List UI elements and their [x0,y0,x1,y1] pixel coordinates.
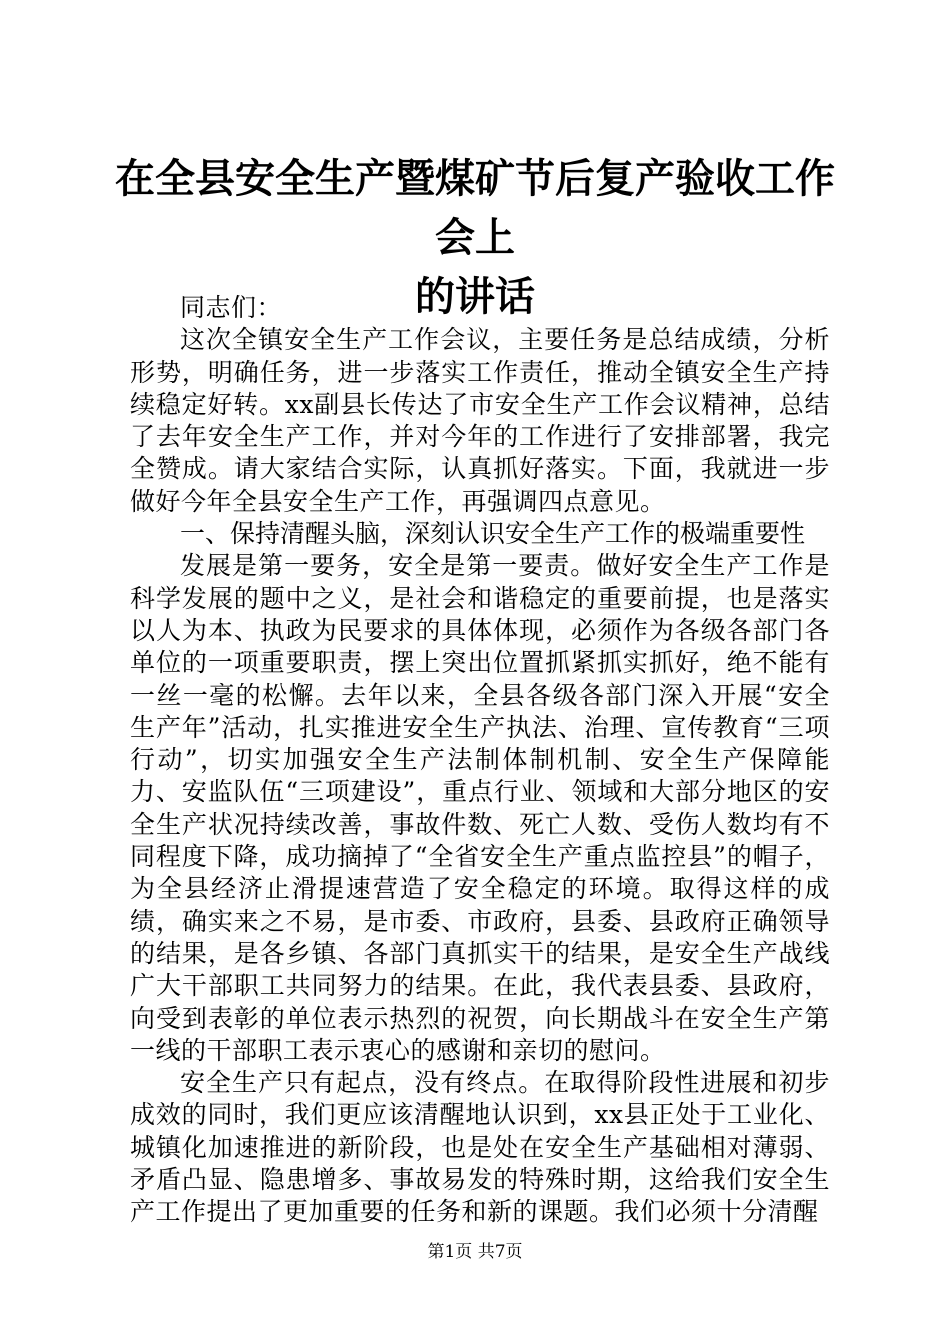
title-line-2: 的讲话 [415,274,535,320]
title-line-1: 在全县安全生产暨煤矿节后复产验收工作会上 [115,156,835,261]
paragraph-intro: 这次全镇安全生产工作会议，主要任务是总结成绩，分析形势，明确任务，进一步落实工作责任，推动全镇安全生产持续稳定好转。xx副县长传达了市安全生产工作会议精神，总结了去年安全生产工作，并对今年的工作进行了安排部署，我完全赞成。请大家结合实际，认真抓好落实。下面，我就进一步做好今年全县安全生产工作，再强调四点意见。 [130,325,830,516]
section-heading-1: 一、保持清醒头脑，深刻认识安全生产工作的极端重要性 [180,519,806,549]
page-number: 第1页 共7页 [427,1242,523,1262]
salutation: 同志们： [180,293,283,322]
page-footer [0,1241,950,1263]
paragraph-section-1: 发展是第一要务，安全是第一要责。做好安全生产工作是科学发展的题中之义，是社会和谐稳定的重要前提，也是落实以人为本、执政为民要求的具体体现，必须作为各级各部门各单位的一项重要职责，摆上突出位置抓紧抓实抓好，绝不能有一丝一毫的松懈。去年以来，全县各级各部门深入开展“安全生产年”活动，扎实推进安全生产执法、治理、宣传教育“三项行动”，切实加强安全生产法制体制机制、安全生产保障能力、安监队伍“三项建设”，重点行业、领域和大部分地区的安全生产状况持续改善，事故件数、死亡人数、受伤人数均有不同程度下降，成功摘掉了“全省安全生产重点监控县”的帽子，为全县经济止滑提速营造了安全稳定的环境。取得这样的成绩，确实来之不易，是市委、市政府，县委、县政府正确领导的结果，是各乡镇、各部门真抓实干的结果，是安全生产战线广大干部职工共同努力的结果。在此，我代表县委、县政府，向受到表彰的单位表示热烈的祝贺，向长期战斗在安全生产第一线的干部职工表示衷心的感谢和亲切的慰问。 [130,551,830,1065]
paragraph-section-1-continued: 安全生产只有起点，没有终点。在取得阶段性进展和初步成效的同时，我们更应该清醒地认识到，xx县正处于工业化、城镇化加速推进的新阶段，也是处在安全生产基础相对薄弱、矛盾凸显、隐患增多、事故易发的特殊时期，这给我们安全生产工作提出了更加重要的任务和新的课题。我们必须十分清醒 [130,1068,830,1227]
document-body [130,292,830,1229]
